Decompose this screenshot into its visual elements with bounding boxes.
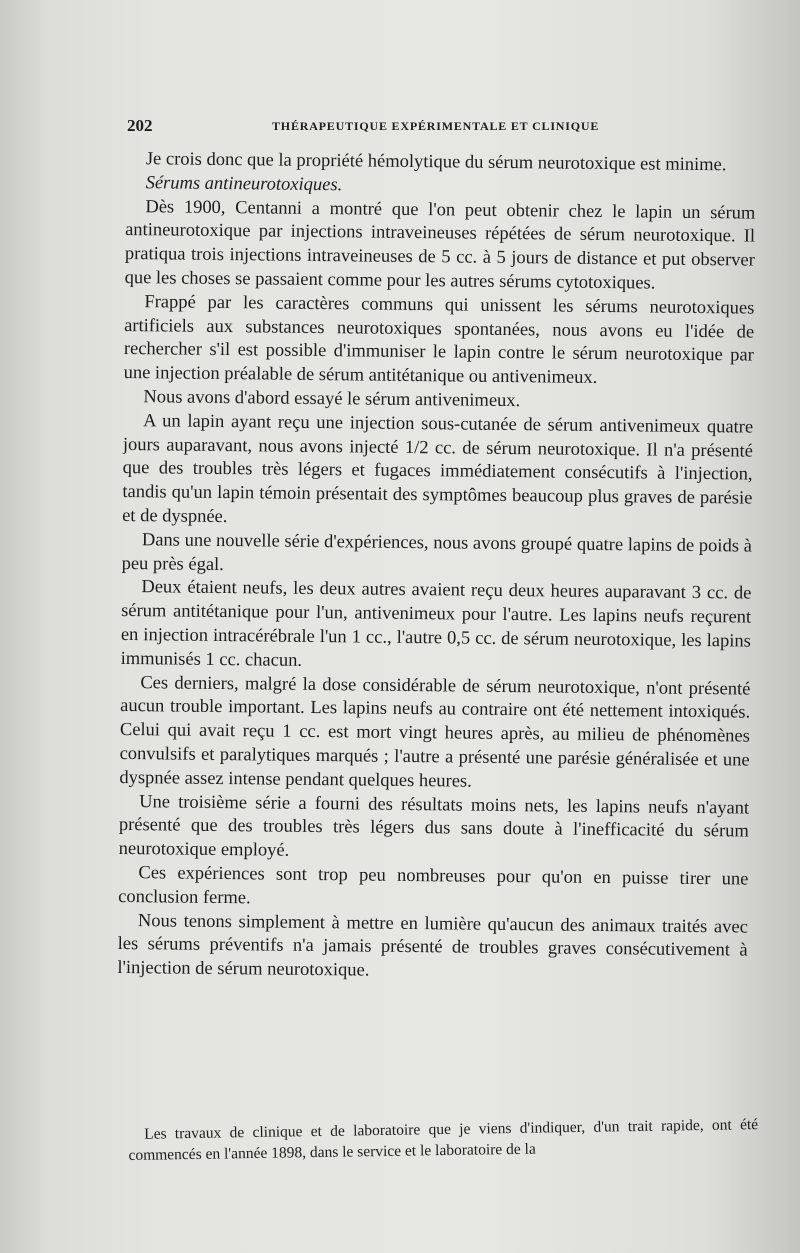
paragraph: Ces expériences sont trop peu nombreuses pour qu'on en puisse tirer une conclusion ferme. — [118, 863, 749, 909]
paragraph: Frappé par les caractères communs qui unissent les sérums neurotoxiques artificiels aux substances neurotoxiques spontanées, nous avons eu l'idée de rechercher s'il est possible d'immuniser le lapin contre le sérum neurotoxique par une injection préalable de sérum antitétanique ou antivenimeux. — [123, 291, 755, 389]
paragraph: Nous avons d'abord essayé le sérum antivenimeux. — [143, 387, 521, 412]
page-number: 202 — [127, 116, 153, 135]
paragraph: A un lapin ayant reçu une injection sous-cutanée de sérum antivenimeux quatre jours auparavant, nous avons injecté 1/2 cc. de sérum neurotoxique. Il n'a présenté que des troubles très légers et fugaces immédiatement consécutifs à l'injection, tandis qu'un lapin témoin présentait des symptômes beaucoup plus graves de parésie et de dyspnée. — [122, 410, 754, 528]
paragraph: Je crois donc que la propriété hémolytique du sérum neurotoxique est minime. — [145, 149, 727, 176]
paragraph: Ces derniers, malgré la dose considérable de sérum neurotoxique, n'ont présenté aucun trouble important. Les lapins neufs au contraire ont été nettement intoxiqués. Celui qui avait reçu 1 cc. est mort vingt heures après, au milieu de phénomènes convulsifs et paralytiques marqués ; l'autre a présenté une parésie généralisée et une dyspnée assez intense pendant quelques heures. — [119, 672, 751, 792]
running-title: THÉRAPEUTIQUE EXPÉRIMENTALE ET CLINIQUE — [272, 119, 600, 133]
paragraph: Dès 1900, Centanni a montré que l'on peut obtenir chez le lapin un sérum antineurotoxique par injections intraveineuses répétées de sérum neurotoxique. Il pratiqua trois injections intraveineuses de 5 cc. à 5 jours de distance et put observer que les choses se passaient comme pour les autres sérums cytotoxiques. — [124, 196, 756, 294]
paragraph: Deux étaient neufs, les deux autres avaient reçu deux heures auparavant 3 cc. de sérum antitétanique pour l'un, antivenimeux pour l'autre. Les lapins neufs reçurent en injection intracérébrale l'un 1 cc., l'autre 0,5 cc. de sérum neurotoxique, les lapins immunisés 1 cc. chacun. — [120, 577, 752, 671]
section-heading: Sérums antineurotoxiques. — [145, 173, 343, 196]
paragraph: Dans une nouvelle série d'expériences, nous avons groupé quatre lapins de poids à peu près égal. — [121, 529, 752, 575]
paragraph: Une troisième série a fourni des résultats moins nets, les lapins neufs n'ayant présenté que des troubles très légers dus sans doute à l'inefficacité du sérum neurotoxique employé. — [118, 791, 750, 861]
paragraph: Nous tenons simplement à mettre en lumière qu'aucun des animaux traités avec les sérums préventifs n'a jamais présenté de troubles graves consécutivement à l'injection de sérum neurotoxique. — [117, 910, 748, 981]
body-text — [116, 148, 756, 1110]
footnote: Les travaux de clinique et de laboratoire que je viens d'indiquer, d'un trait rapide, ont été commencés en l'année 1898, dans le service et le laboratoire de la — [128, 1116, 759, 1164]
page-header — [127, 116, 622, 136]
